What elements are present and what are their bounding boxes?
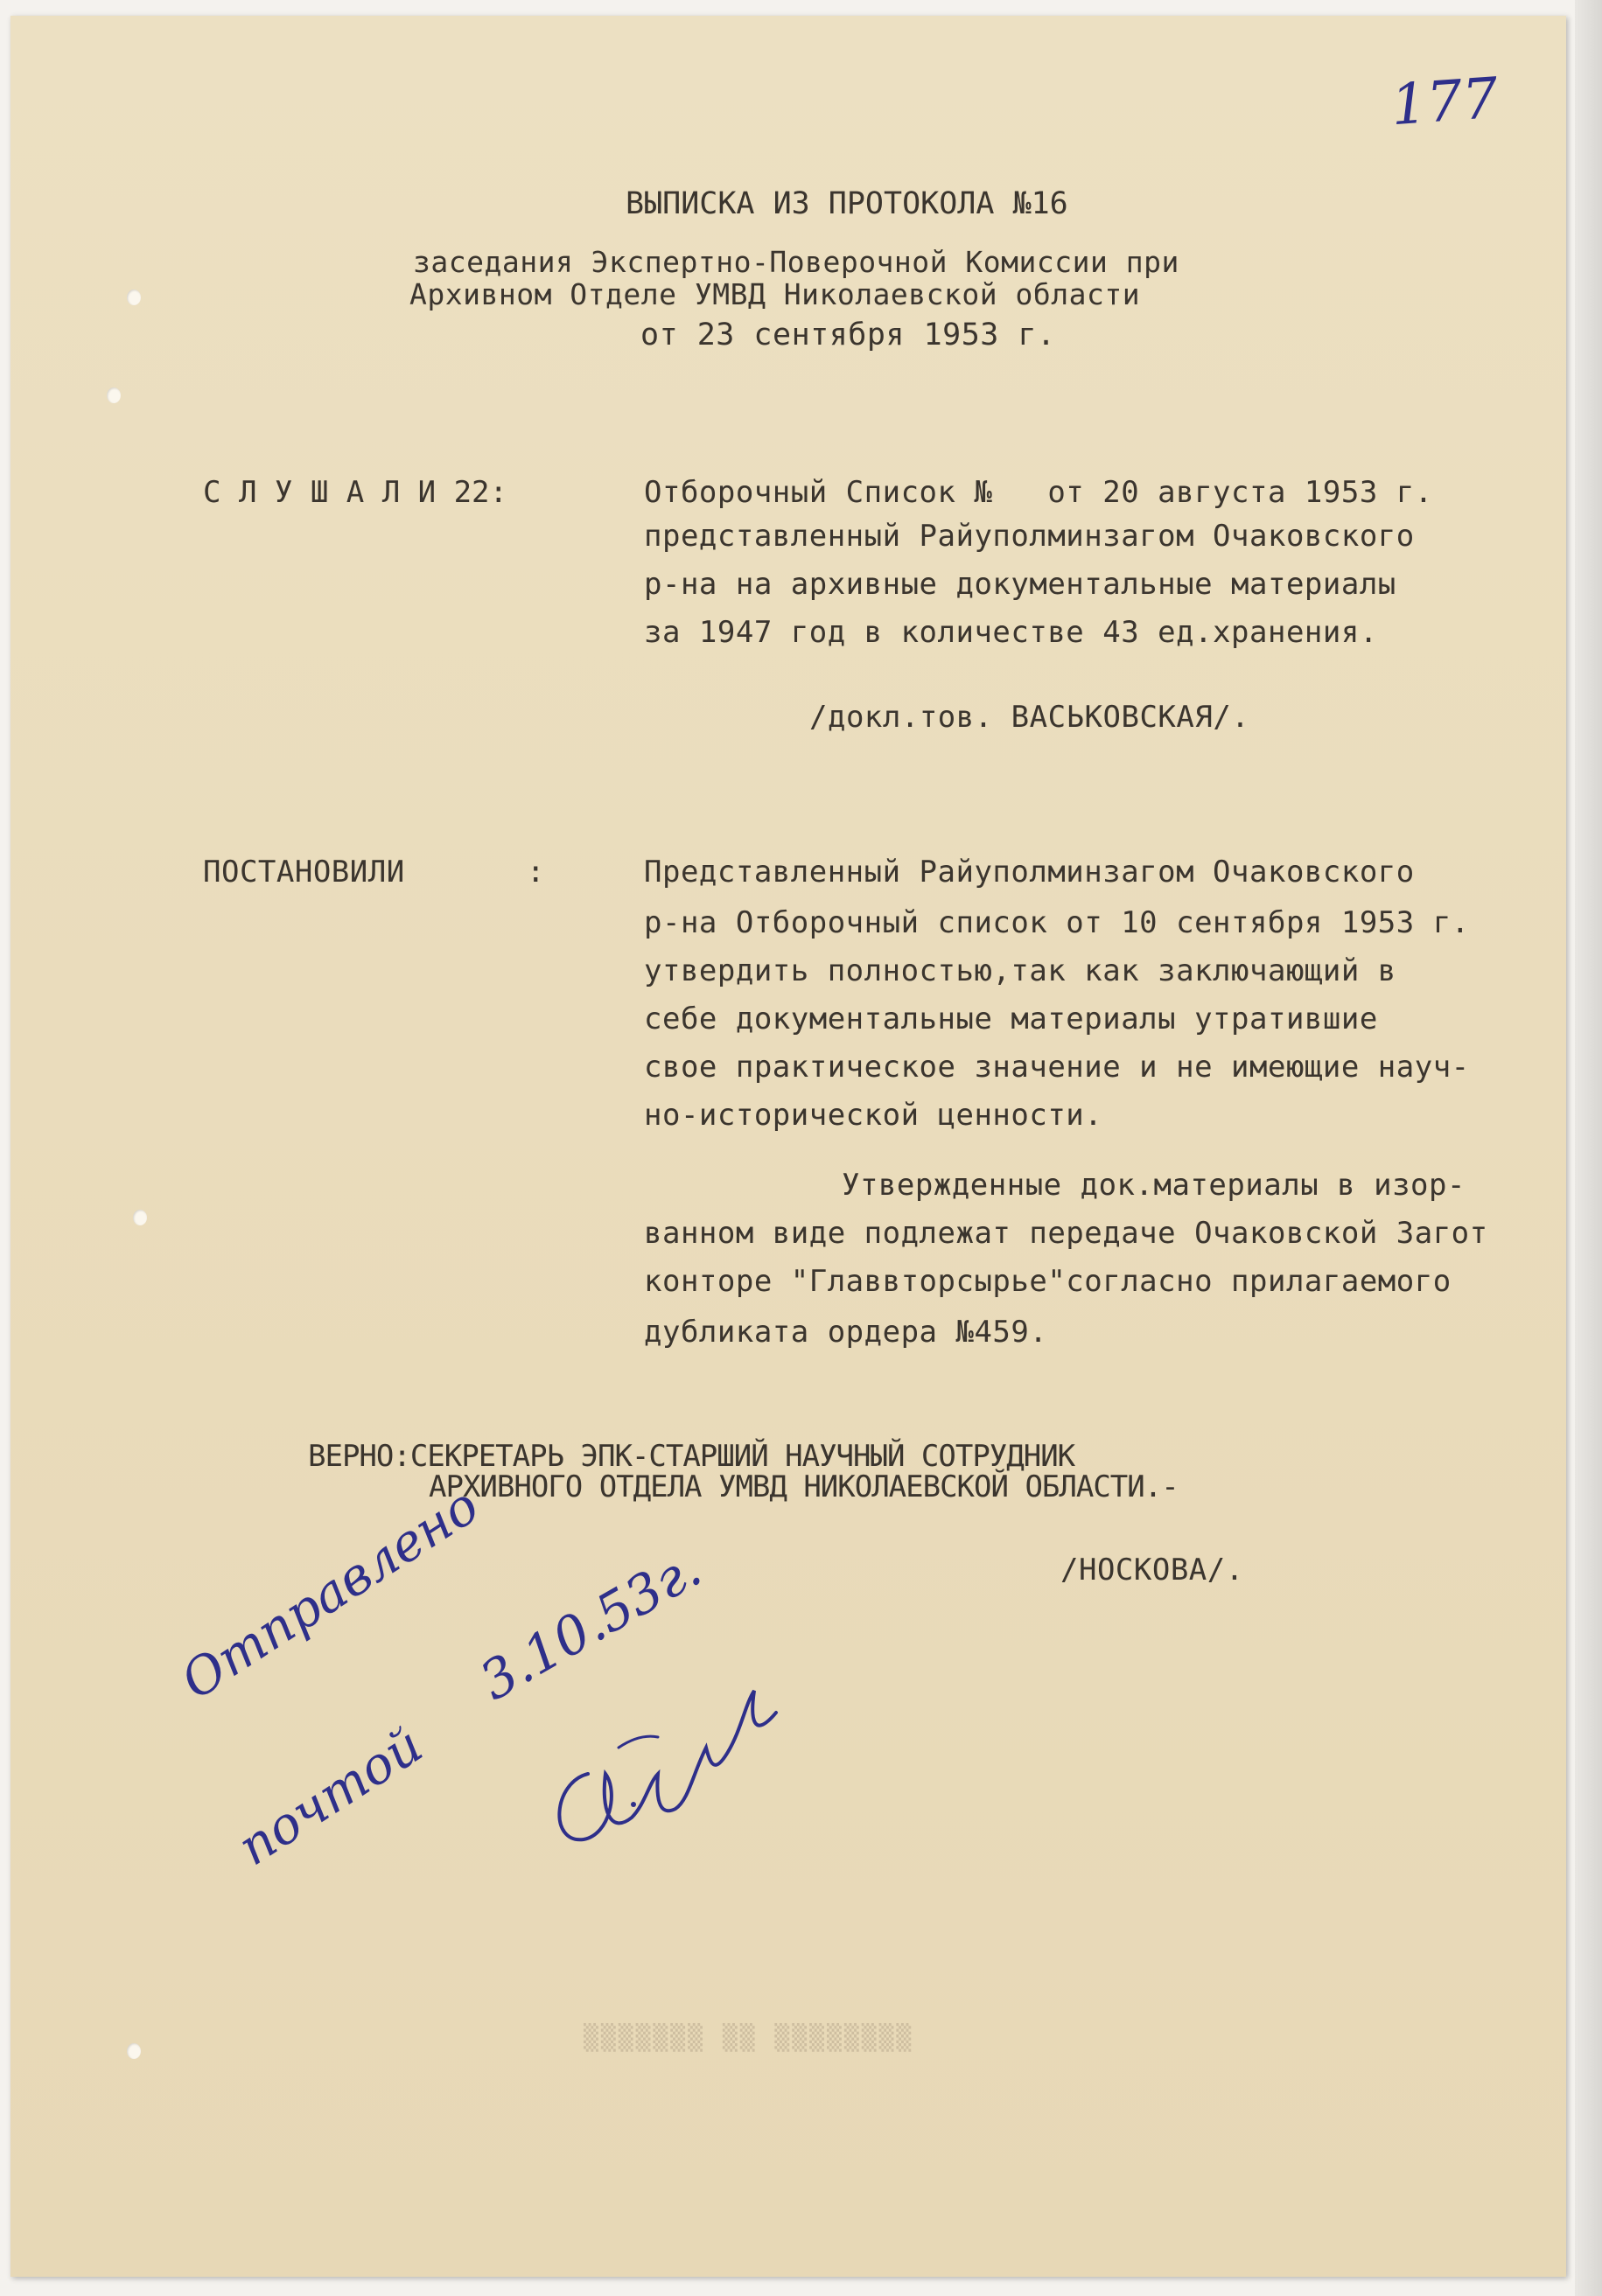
certification-line1: ВЕРНО:СЕКРЕТАРЬ ЭПК-СТАРШИЙ НАУЧНЫЙ СОТРУДНИК (308, 1439, 1075, 1474)
resolved-label: ПОСТАНОВИЛИ (203, 855, 405, 890)
handwritten-note-line2: почтой (227, 1714, 433, 1877)
handwritten-note-line1: Отправлено (170, 1475, 489, 1711)
resolved-paragraph2-line: конторе "Главвторсырье"согласно прилагаемого (644, 1264, 1452, 1299)
document-subtitle-line1: заседания Экспертно-Поверочной Комиссии при (413, 245, 1179, 279)
certification-line2: АРХИВНОГО ОТДЕЛА УМВД НИКОЛАЕВСКОЙ ОБЛАСТИ.- (429, 1469, 1179, 1504)
signatory-name: /НОСКОВА/. (1060, 1553, 1244, 1588)
punch-hole (107, 387, 121, 403)
handwritten-note-date: 3.10.53г. (470, 1538, 712, 1713)
document-sheet (10, 16, 1566, 2277)
punch-hole (127, 2043, 141, 2059)
handwritten-signature (535, 1643, 798, 1870)
heard-line: за 1947 год в количестве 43 ед.хранения. (644, 615, 1378, 650)
reporter-line: /докл.тов. ВАСЬКОВСКАЯ/. (809, 700, 1250, 735)
bleed-through-mark: ▒▒▒▒▒▒▒ ▒▒ ▒▒▒▒▒▒▒▒ (584, 2023, 914, 2052)
resolved-line: себе документальные материалы утратившие (644, 1001, 1378, 1036)
resolved-paragraph2-line: дубликата ордера №459. (644, 1315, 1048, 1350)
heard-line: представленный Райуполминзагом Очаковского (644, 519, 1415, 554)
document-subtitle-line2: Архивном Отделе УМВД Николаевской области (409, 277, 1141, 311)
resolved-paragraph2-line: ванном виде подлежат передаче Очаковской Загот (644, 1216, 1488, 1251)
heard-line: р-на на архивные документальные материалы (644, 567, 1396, 602)
document-date: от 23 сентября 1953 г. (640, 318, 1056, 352)
resolved-line: но-исторической ценности. (644, 1098, 1103, 1133)
background-page-edge (1575, 0, 1602, 2296)
resolved-line: свое практическое значение и не имеющие науч- (644, 1050, 1470, 1085)
page-number: 177 (1389, 66, 1501, 139)
resolved-line: Представленный Райуполминзагом Очаковского (644, 855, 1415, 890)
resolved-colon: : (527, 855, 545, 890)
resolved-paragraph2-line: Утвержденные док.материалы в изор- (842, 1168, 1466, 1203)
punch-hole (127, 290, 141, 305)
document-title: ВЫПИСКА ИЗ ПРОТОКОЛА №16 (626, 186, 1068, 221)
punch-hole (133, 1210, 147, 1225)
heard-line: Отборочный Список № от 20 августа 1953 г. (644, 475, 1433, 510)
resolved-line: утвердить полностью,так как заключающий в (644, 953, 1396, 988)
resolved-line: р-на Отборочный список от 10 сентября 1953 г. (644, 905, 1470, 940)
heard-label: С Л У Ш А Л И 22: (203, 475, 507, 510)
